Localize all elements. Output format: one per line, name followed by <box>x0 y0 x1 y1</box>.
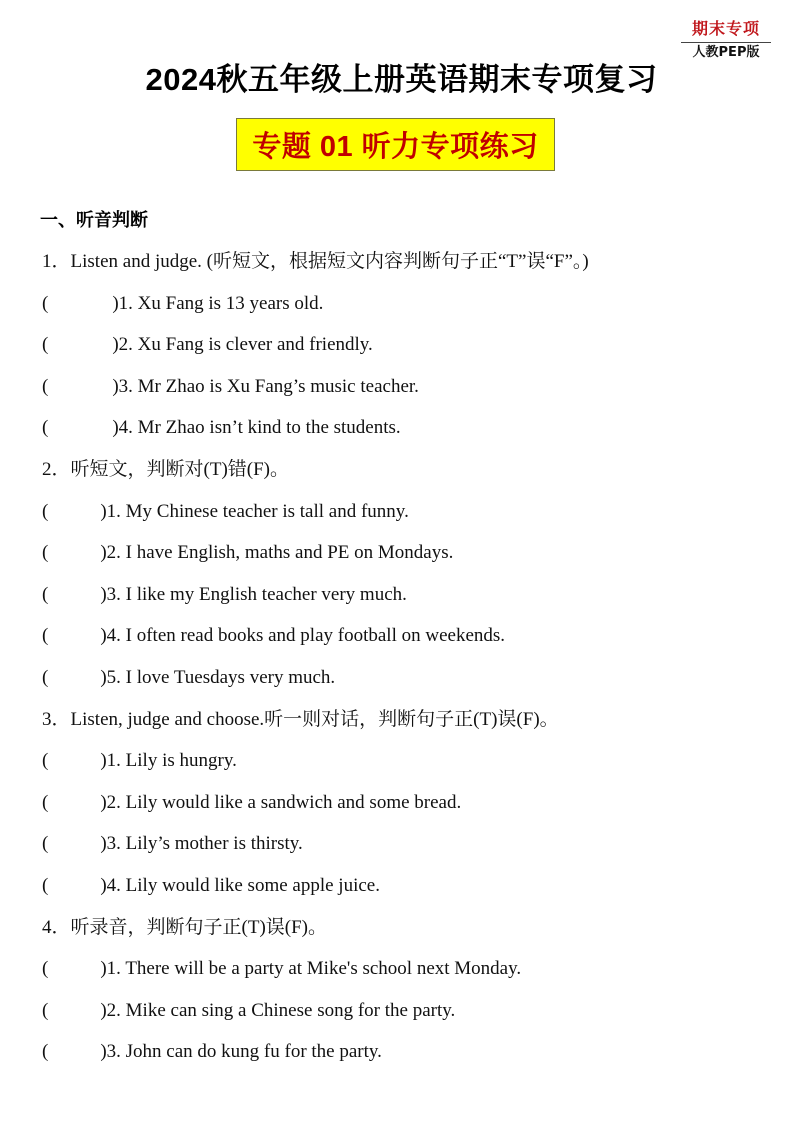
statement-text: 1. Lily is hungry. <box>106 750 237 772</box>
statement-text: 2. Mike can sing a Chinese song for the party. <box>106 999 456 1021</box>
statement-text: 3. John can do kung fu for the party. <box>106 1041 382 1063</box>
answer-blank-close: ) <box>112 292 119 314</box>
answer-blank-open: ( <box>42 791 49 813</box>
list-item <box>42 290 762 332</box>
statement-text: 3. I like my English teacher very much. <box>106 583 407 605</box>
question-number: 3． <box>42 708 71 730</box>
badge-label-edition: 人教PEP版 <box>692 45 760 60</box>
answer-blank-open: ( <box>42 999 49 1021</box>
list-item <box>42 830 762 872</box>
list-item <box>42 414 762 456</box>
question-instruction: 听录音，判断句子正(T)误(F)。 <box>70 916 327 938</box>
list-item <box>42 622 762 664</box>
answer-blank-close: ) <box>100 791 107 813</box>
answer-blank-close: ) <box>112 334 119 356</box>
question-list <box>42 248 762 1080</box>
list-item <box>42 373 762 415</box>
question-number: 1． <box>42 251 71 272</box>
list-item <box>42 1038 762 1080</box>
answer-blank-open: ( <box>42 666 49 688</box>
statement-text: 5. I love Tuesdays very much. <box>106 666 336 688</box>
question-instruction: 听短文，判断对(T)错(F)。 <box>70 458 289 480</box>
question-2-instruction <box>42 456 762 498</box>
list-item <box>42 539 762 581</box>
answer-blank-open: ( <box>42 334 49 356</box>
list-item <box>42 664 762 706</box>
statement-text: 4. Mr Zhao isn’t kind to the students. <box>118 417 401 439</box>
answer-blank-open: ( <box>42 750 49 772</box>
answer-blank-close: ) <box>112 417 119 439</box>
page-title: 2024秋五年级上册英语期末专项复习 <box>145 62 658 97</box>
question-number: 4． <box>42 916 71 938</box>
question-4-instruction <box>42 914 762 956</box>
answer-blank-close: ) <box>100 542 107 564</box>
answer-blank-open: ( <box>42 500 49 522</box>
topic-banner <box>236 118 555 171</box>
list-item <box>42 498 762 540</box>
answer-blank-close: ) <box>100 833 107 855</box>
answer-blank-open: ( <box>42 375 49 397</box>
list-item <box>42 581 762 623</box>
question-1-instruction <box>42 248 762 290</box>
statement-text: 3. Mr Zhao is Xu Fang’s music teacher. <box>118 375 419 397</box>
list-item <box>42 872 762 914</box>
question-instruction: Listen, judge and choose.听一则对话，判断句子正(T)误(F)。 <box>70 708 559 730</box>
answer-blank-close: ) <box>100 1041 107 1063</box>
statement-text: 1. Xu Fang is 13 years old. <box>118 292 324 314</box>
answer-blank-open: ( <box>42 833 49 855</box>
answer-blank-close: ) <box>100 958 107 980</box>
question-number: 2． <box>42 458 71 480</box>
statement-text: 2. Xu Fang is clever and friendly. <box>118 334 373 356</box>
answer-blank-open: ( <box>42 958 49 980</box>
statement-text: 1. There will be a party at Mike's school next Monday. <box>106 958 522 980</box>
statement-text: 1. My Chinese teacher is tall and funny. <box>106 500 409 522</box>
statement-text: 4. I often read books and play football on weekends. <box>106 625 506 647</box>
list-item <box>42 997 762 1039</box>
question-3-instruction <box>42 706 762 748</box>
answer-blank-open: ( <box>42 292 49 314</box>
edition-badge <box>681 18 771 63</box>
answer-blank-close: ) <box>100 666 107 688</box>
list-item <box>42 789 762 831</box>
answer-blank-open: ( <box>42 583 49 605</box>
list-item <box>42 747 762 789</box>
answer-blank-close: ) <box>112 375 119 397</box>
answer-blank-close: ) <box>100 583 107 605</box>
statement-text: 2. Lily would like a sandwich and some bread. <box>106 791 462 813</box>
statement-text: 4. Lily would like some apple juice. <box>106 874 380 896</box>
badge-label-review: 期末专项 <box>681 18 771 43</box>
answer-blank-close: ) <box>100 625 107 647</box>
answer-blank-open: ( <box>42 417 49 439</box>
answer-blank-close: ) <box>100 999 107 1021</box>
answer-blank-open: ( <box>42 542 49 564</box>
statement-text: 3. Lily’s mother is thirsty. <box>106 833 303 855</box>
list-item <box>42 955 762 997</box>
statement-text: 2. I have English, maths and PE on Mondays. <box>106 542 454 564</box>
answer-blank-open: ( <box>42 625 49 647</box>
answer-blank-open: ( <box>42 1041 49 1063</box>
list-item <box>42 331 762 373</box>
topic-title: 专题 01 听力专项练习 <box>252 131 539 163</box>
answer-blank-open: ( <box>42 874 49 896</box>
answer-blank-close: ) <box>100 500 107 522</box>
answer-blank-close: ) <box>100 874 107 896</box>
question-instruction: Listen and judge. (听短文，根据短文内容判断句子正“T”误“F”。) <box>70 251 589 272</box>
section-heading: 一、听音判断 <box>40 210 148 231</box>
answer-blank-close: ) <box>100 750 107 772</box>
